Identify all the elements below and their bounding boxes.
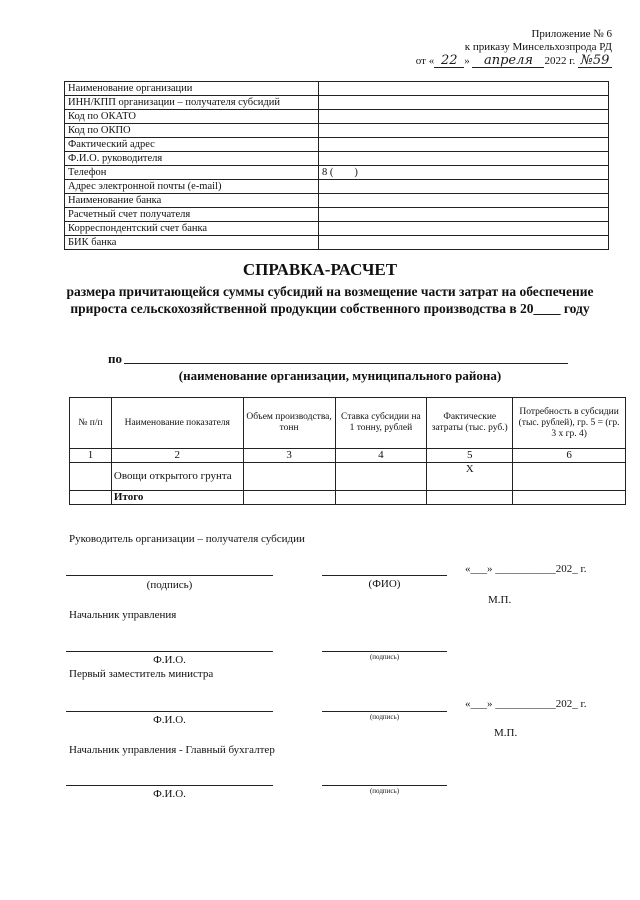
org-info-label: Расчетный счет получателя [65,208,319,222]
sig-line-accountant-fio [66,785,273,786]
head-podpis-caption: (подпись) [146,579,193,591]
org-info-row [65,138,609,152]
org-info-row [65,110,609,124]
cell-empty [335,463,427,491]
sig-line-deputy-signature [322,711,447,712]
cell-empty [335,491,427,505]
document-title: СПРАВКА-РАСЧЕТ [242,260,398,279]
head-title: Руководитель организации – получателя субсидии [69,533,305,545]
document-subtitle: размера причитающейся суммы субсидий на возмещение части затрат на обеспечение прироста сельскохозяйственной продукции собственного производства в 20____ году [66,284,594,316]
org-info-label: Код по ОКПО [65,124,319,138]
po-fill-line [124,363,568,364]
row-name-total: Итого [111,491,243,505]
org-info-label: Код по ОКАТО [65,110,319,124]
org-info-value[interactable] [319,96,609,110]
accountant-podpis-caption: (подпись) [369,787,400,795]
org-info-row [65,124,609,138]
org-info-row [65,152,609,166]
row-name-vegetables: Овощи открытого грунта [111,463,243,491]
org-info-label: Корреспондентский счет банка [65,222,319,236]
cell-empty [243,491,335,505]
org-info-body [65,82,609,250]
org-info-value[interactable] [319,194,609,208]
org-info-label: Наименование банка [65,194,319,208]
cell-empty [243,463,335,491]
col-header-need: Потребность в субсидии (тыс. рублей), гр. 5 = (гр. 3 х гр. 4) [513,398,626,449]
po-label: по [108,351,122,366]
accountant-fio-caption: Ф.И.О. [153,788,186,800]
col-num-3: 3 [243,449,335,463]
org-info-row [65,96,609,110]
org-info-label: Ф.И.О. руководителя [65,152,319,166]
deputy-fio-caption: Ф.И.О. [153,714,186,726]
sig-line-head-fio [322,575,447,576]
org-info-row [65,236,609,250]
org-info-label: Телефон [65,166,319,180]
sig-line-deputy-fio [66,711,273,712]
deputy-podpis-caption: (подпись) [369,713,400,721]
appendix-order: к приказу Минсельхозпрода РД [464,41,612,53]
date-day: 22 [434,54,464,68]
calc-header-row [70,398,626,449]
org-info-value[interactable] [319,110,609,124]
date-year: 2022 г. [544,55,576,67]
cell-empty [70,491,112,505]
col-num-6: 6 [513,449,626,463]
org-info-table [64,81,609,250]
appendix-date [416,54,612,68]
org-info-label: ИНН/КПП организации – получателя субсидий [65,96,319,110]
org-info-value[interactable] [319,208,609,222]
calc-number-row [70,449,626,463]
po-caption: (наименование организации, муниципального района) [178,368,502,383]
sig-line-chief-fio [66,651,273,652]
org-info-value[interactable] [319,82,609,96]
chief-fio-caption: Ф.И.О. [153,654,186,666]
appendix-header [416,28,612,68]
date-prefix: от « [415,55,435,67]
org-info-value[interactable] [319,138,609,152]
calc-row-vegetables [70,463,626,491]
org-info-row [65,82,609,96]
date-mid: » [464,55,470,67]
org-info-value[interactable] [319,222,609,236]
cell-empty [427,491,513,505]
chief-podpis-caption: (подпись) [369,653,400,661]
chief-dept-title: Начальник управления [69,609,177,621]
col-num-1: 1 [70,449,112,463]
cell-fact-x: X [427,463,513,491]
org-info-row [65,208,609,222]
first-deputy-title: Первый заместитель министра [69,668,214,680]
org-info-row [65,166,609,180]
org-info-label: Наименование организации [65,82,319,96]
sig-line-chief-signature [322,651,447,652]
sig-line-head-signature [66,575,273,576]
sig-line-accountant-signature [322,785,447,786]
col-header-number: № п/п [70,398,112,449]
col-header-name: Наименование показателя [111,398,243,449]
col-header-rate: Ставка субсидии на 1 тонну, рублей [335,398,427,449]
org-info-label: Адрес электронной почты (e-mail) [65,180,319,194]
col-num-5: 5 [427,449,513,463]
org-info-value[interactable] [319,152,609,166]
stamp-label-1: М.П. [488,594,512,606]
date-month: апреля [472,54,544,68]
org-info-row [65,222,609,236]
appendix-number: Приложение № 6 [531,28,612,40]
org-info-value[interactable] [319,236,609,250]
org-info-label: БИК банка [65,236,319,250]
head-fio-caption: (ФИО) [368,578,401,590]
org-info-row [65,180,609,194]
org-info-value[interactable] [319,180,609,194]
calc-row-total [70,491,626,505]
head-date: «___» ___________202_ г. [465,563,587,575]
col-num-4: 4 [335,449,427,463]
org-info-value[interactable]: 8 ( ) [319,166,609,180]
org-info-value[interactable] [319,124,609,138]
deputy-date: «___» ___________202_ г. [465,698,587,710]
col-header-volume: Объем производства, тонн [243,398,335,449]
col-num-2: 2 [111,449,243,463]
cell-empty [513,463,626,491]
org-info-row [65,194,609,208]
order-number: №59 [578,54,612,68]
col-header-costs: Фактические затраты (тыс. руб.) [427,398,513,449]
cell-empty [513,491,626,505]
stamp-label-2: М.П. [494,727,518,739]
cell-empty [70,463,112,491]
org-info-label: Фактический адрес [65,138,319,152]
calc-table [69,397,626,505]
chief-accountant-title: Начальник управления - Главный бухгалтер [69,744,275,756]
